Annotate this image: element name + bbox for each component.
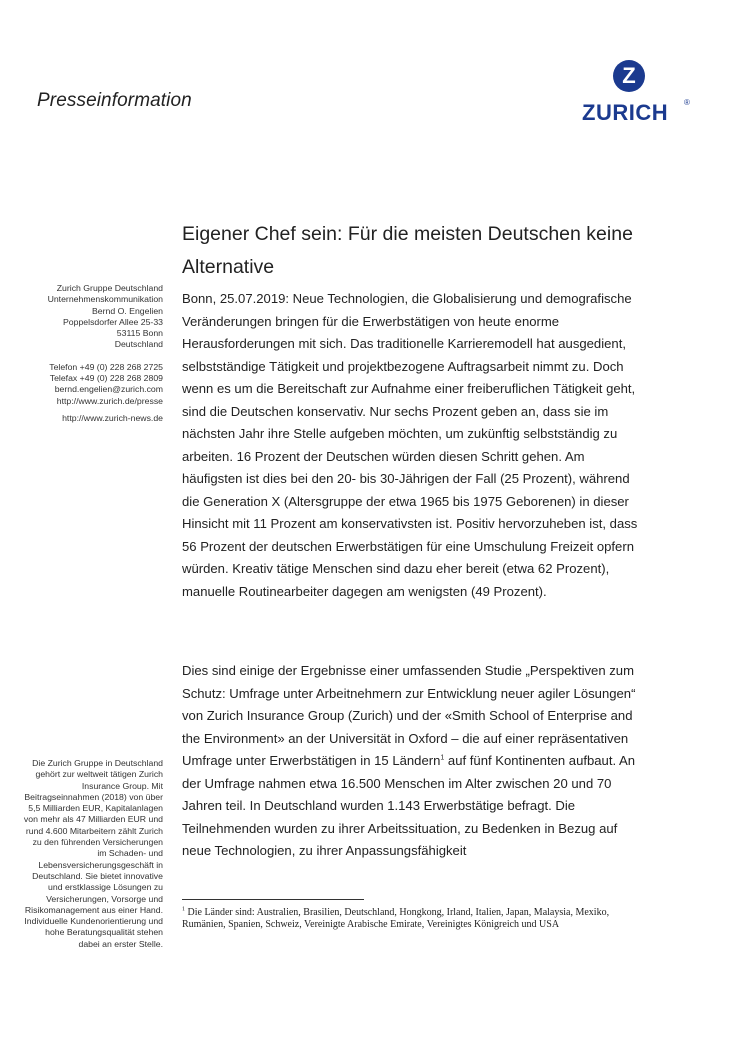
spacer [13,351,163,362]
contact-line: Bernd O. Engelien [92,305,163,316]
paragraph-text: Dies sind einige der Ergebnisse einer umfassenden Studie „Perspektiven zum Schutz: Umfrage unter Arbeitnehmern zur Entwicklung neuer agiler Lösungen“ von Zurich Insurance Group (Zurich) und der «Smith School of Enterprise and the Environment» an der Universität in Oxford – die auf einer repräsentativen Umfrage unter Erwerbstätigen in 15 Ländern [182,663,636,768]
footnote-text: Die Länder sind: Australien, Brasilien, Deutschland, Hongkong, Irland, Italien, Japan, Malaysia, Mexiko, Rumänien, Spanien, Schweiz, Vereinigte Arabische Emirate, Vereinigtes Königreich und USA [182,907,610,931]
body-paragraph-2 [182,660,642,863]
footnote [182,907,642,931]
news-url-link[interactable]: http://www.zurich-news.de [62,412,163,423]
company-boilerplate: Die Zurich Gruppe in Deutschland gehört zur weltweit tätigen Zurich Insurance Group. Mit Beitragseinnahmen (2018) von über 5,5 Milliarden EUR, Kapitalanlagen von mehr als 47 Milliarden EUR und rund 4.600 Mitarbeitern zählt Zurich zu den führenden Versicherungen im Schaden- und Lebensversicherungsgeschäft in Deutschland. Sie bietet innovative und erstklassige Lösungen zu Versicherungen, Vorsorge und Risikomanagement aus einer Hand. Individuelle Kundenorientierung und hohe Beratungsqualität stehen dabei an erster Stelle. [23,758,163,949]
body-paragraph-1: Bonn, 25.07.2019: Neue Technologien, die Globalisierung und demografische Veränderungen bringen für die Erwerbstätigen von heute enorme Herausforderungen mit sich. Das traditionelle Karrieremodell hat ausgedient, selbstständige Tätigkeit und projektbezogene Auftragsarbeit nimmt zu. Doch wenn es um die Bereitschaft zur Aufnahme einer freiberuflichen Tätigkeit geht, sind die Deutschen konservativ. Nur sechs Prozent geben an, dass sie im nächsten Jahr ihre Stelle aufgeben möchten, um zukünftig selbstständig zu arbeiten. 16 Prozent der Deutschen würden diesen Schritt gehen. Am häufigsten ist dies bei den 20- bis 30-Jährigen der Fall (25 Prozent), während die Generation X (Altersgruppe der etwa 1965 bis 1975 Geborenen) in dieser Hinsicht mit 11 Prozent am konservativsten ist. Positiv hervorzuheben ist, dass 56 Prozent der deutschen Erwerbstätigen für eine Umschulung Freizeit opfern würden. Kreativ tätige Menschen sind dazu eher bereit (etwa 62 Prozent), manuelle Routinearbeiter dagegen am wenigsten (49 Prozent). [182,291,638,599]
footnote-mark: 1 [182,906,185,913]
press-url-link[interactable]: http://www.zurich.de/presse [56,395,163,406]
logo-wordmark: ZURICH [582,100,669,125]
logo-symbol: Z [622,63,636,88]
registered-mark: ® [684,98,690,107]
footnote-divider [182,899,364,900]
contact-email-link[interactable]: bernd.engelien@zurich.com [54,384,163,395]
contact-line: Poppelsdorfer Allee 25-33 [63,316,163,327]
footnote-reference[interactable]: 1 [440,754,445,762]
zurich-logo [580,58,700,133]
contact-fax: Telefax +49 (0) 228 268 2809 [49,373,163,384]
article-headline: Eigener Chef sein: Für die meisten Deutschen keine Alternative [182,223,633,278]
contact-line: Unternehmenskommunikation [47,294,163,305]
paragraph-text: auf fünf Kontinenten aufbaut. An der Umfrage nahmen etwa 16.500 Menschen im Alter zwischen 20 und 70 Jahren teil. In Deutschland wurden 1.143 Erwerbstätige befragt. Die Teilnehmenden wurden zu ihrer Arbeitssituation, zu Bedenken in Bezug auf neue Technologien, zu ihrer Anpassungsfähigkeit [182,753,636,858]
contact-line: Deutschland [114,339,163,350]
contact-line: 53115 Bonn [116,328,163,339]
contact-block [13,283,163,424]
contact-line: Zurich Gruppe Deutschland [56,283,163,293]
page-title: Presseinformation [37,90,192,111]
contact-phone: Telefon +49 (0) 228 268 2725 [49,361,163,372]
zurich-z-icon [613,60,645,92]
